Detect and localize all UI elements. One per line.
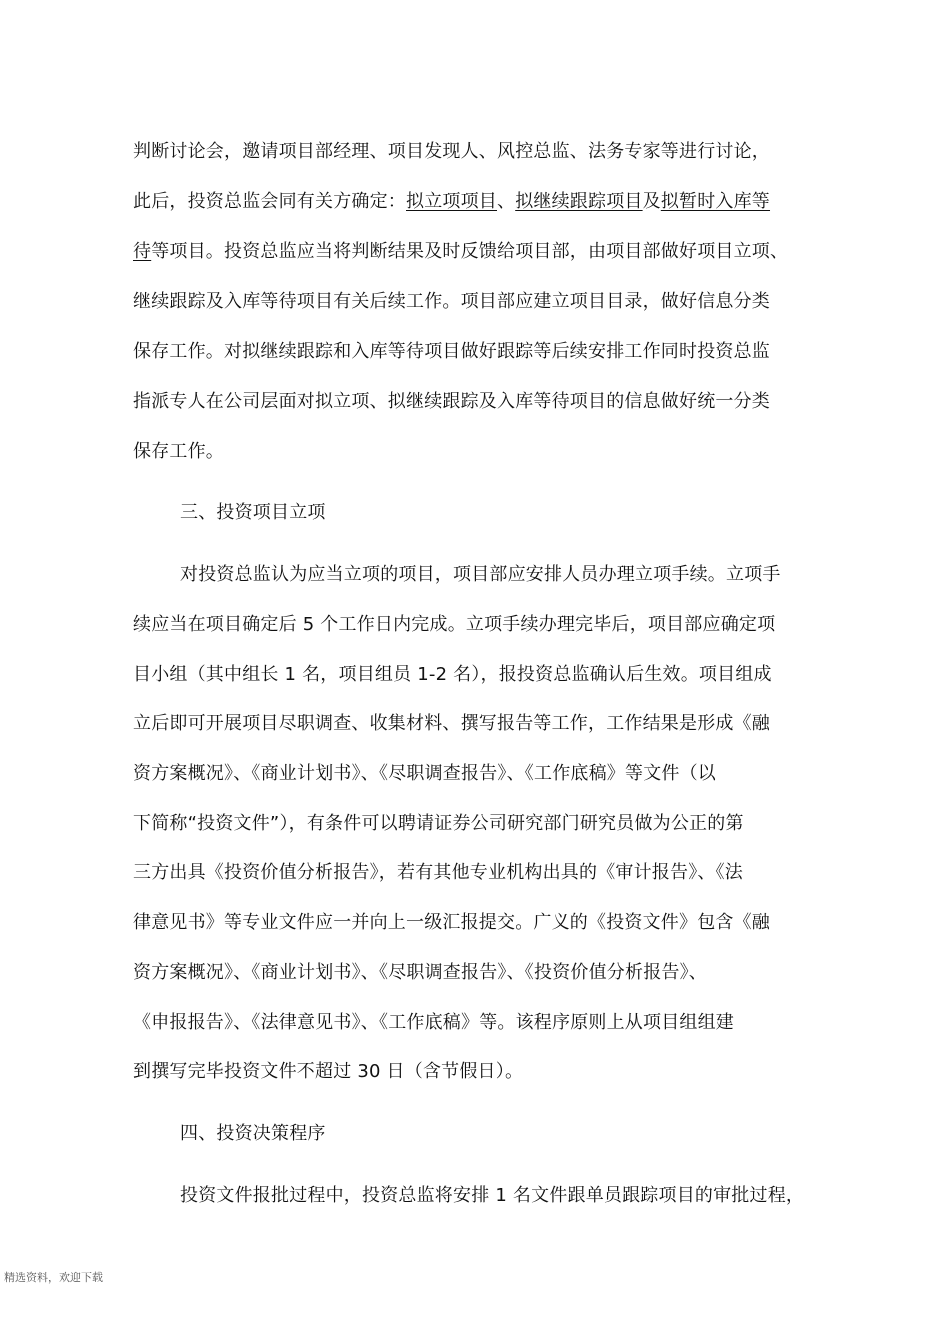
paragraph-line: 继续跟踪及入库等待项目有关后续工作。项目部应建立项目目录，做好信息分类: [133, 291, 770, 312]
paragraph-line: 对投资总监认为应当立项的项目，项目部应安排人员办理立项手续。立项手: [180, 564, 781, 585]
text-span: 、: [497, 191, 516, 212]
text-span: 等项目。投资总监应当将判断结果及时反馈给项目部，由项目部做好项目立项、: [151, 241, 789, 262]
paragraph-line: 续应当在项目确定后 5 个工作日内完成。立项手续办理完毕后，项目部应确定项: [133, 614, 776, 635]
paragraph-line: [133, 240, 788, 264]
paragraph-line: 目小组（其中组长 1 名，项目组员 1-2 名），报投资总监确认后生效。项目组成: [133, 664, 772, 685]
paragraph-line: 资方案概况》、《商业计划书》、《尽职调查报告》、《工作底稿》等文件（以: [133, 763, 716, 784]
paragraph-line: 保存工作。对拟继续跟踪和入库等待项目做好跟踪等后续安排工作同时投资总监: [133, 341, 770, 362]
underlined-term: 待: [133, 241, 152, 262]
paragraph-line: 三方出具《投资价值分析报告》，若有其他专业机构出具的《审计报告》、《法: [133, 862, 743, 883]
paragraph-line: 保存工作。: [133, 441, 224, 462]
paragraph-line: 资方案概况》、《商业计划书》、《尽职调查报告》、《投资价值分析报告》、: [133, 962, 707, 983]
paragraph-line: [133, 190, 770, 214]
text-span: 及: [642, 191, 661, 212]
paragraph-line: 律意见书》等专业文件应一并向上一级汇报提交。广义的《投资文件》包含《融: [133, 912, 770, 933]
paragraph-line: 下简称“投资文件”），有条件可以聘请证券公司研究部门研究员做为公正的第: [133, 813, 744, 834]
paragraph-line: 判断讨论会，邀请项目部经理、项目发现人、风控总监、法务专家等进行讨论，: [133, 141, 770, 162]
underlined-term: 拟暂时入库等: [660, 191, 771, 212]
paragraph-line: 《申报报告》、《法律意见书》、《工作底稿》等。该程序原则上从项目组组建: [133, 1012, 734, 1033]
underlined-term: 拟继续跟踪项目: [515, 191, 643, 212]
section-heading: 四、投资决策程序: [180, 1123, 326, 1144]
text-span: 此后，投资总监会同有关方确定：: [133, 191, 406, 212]
paragraph-line: 指派专人在公司层面对拟立项、拟继续跟踪及入库等待项目的信息做好统一分类: [133, 391, 770, 412]
footer-note: 精选资料，欢迎下载: [4, 1271, 103, 1284]
section-heading: 三、投资项目立项: [180, 502, 326, 523]
paragraph-line: 立后即可开展项目尽职调查、收集材料、撰写报告等工作，工作结果是形成《融: [133, 713, 770, 734]
paragraph-line: 到撰写完毕投资文件不超过 30 日（含节假日）。: [133, 1061, 524, 1082]
underlined-term: 拟立项项目: [406, 191, 497, 212]
paragraph-line: 投资文件报批过程中，投资总监将安排 1 名文件跟单员跟踪项目的审批过程，: [180, 1185, 805, 1206]
